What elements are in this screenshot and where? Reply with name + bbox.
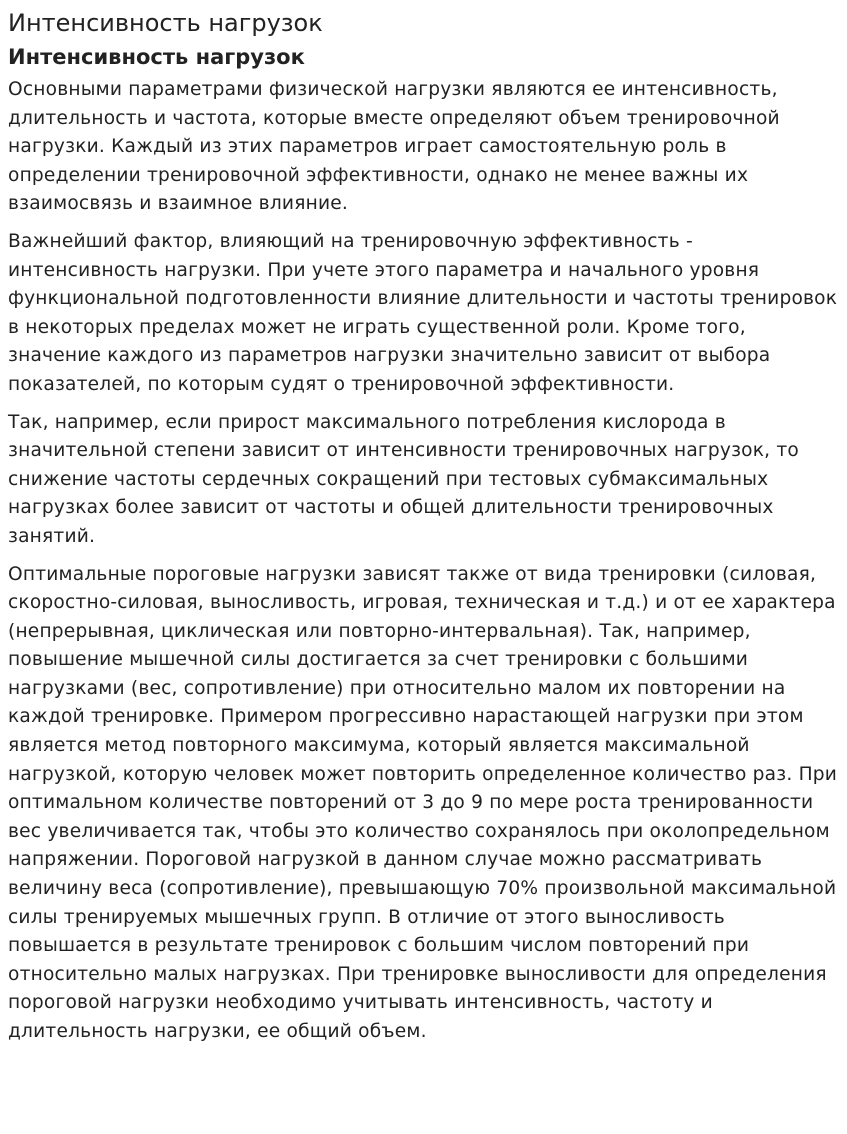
article bbox=[8, 42, 839, 1047]
paragraph-4: Оптимальные пороговые нагрузки зависят также от вида тренировки (силовая, скоростно-силовая, выносливость, игровая, техническая и т.д.) и от ее характера (непрерывная, циклическая или повторно-интервальная). Так, например, повышение мышечной силы достигается за счет тренировки с большими нагрузками (вес, сопротивление) при относительно малом их повторении на каждой тренировке. Примером прогрессивно нарастающей нагрузки при этом является метод повторного максимума, который является максимальной нагрузкой, которую человек может повторить определенное количество раз. При оптимальном количестве повторений от 3 до 9 по мере роста тренированности вес увеличивается так, чтобы это количество сохранялось при околопредельном напряжении. Пороговой нагрузкой в данном случае можно рассматривать величину веса (сопротивление), превышающую 70% произвольной максимальной силы тренируемых мышечных групп. В отличие от этого выносливость повышается в результате тренировок с большим числом повторений при относительно малых нагрузках. При тренировке выносливости для определения пороговой нагрузки необходимо учитывать интенсивность, частоту и длительность нагрузки, ее общий объем. bbox=[8, 563, 838, 1042]
paragraph-3: Так, например, если прирост максимального потребления кислорода в значительной степени зависит от интенсивности тренировочных нагрузок, то снижение частоты сердечных сокращений при тестовых субмаксимальных нагрузках более зависит от частоты и общей длительности тренировочных занятий. bbox=[8, 411, 800, 547]
paragraph-1: Основными параметрами физической нагрузки являются ее интенсивность, длительность и частота, которые вместе определяют объем тренировочной нагрузки. Каждый из этих параметров играет самостоятельную роль в определении тренировочной эффективности, однако не менее важны их взаимосвязь и взаимное влияние. bbox=[8, 79, 780, 215]
paragraph-2: Важнейший фактор, влияющий на тренировочную эффективность - интенсивность нагрузки. При учете этого параметра и начального уровня функциональной подготовленности влияние длительности и частоты тренировок в некоторых пределах может не играть существенной роли. Кроме того, значение каждого из параметров нагрузки значительно зависит от выбора показателей, по которым судят о тренировочной эффективности. bbox=[8, 230, 838, 395]
page-title: Интенсивность нагрузок bbox=[8, 9, 323, 37]
section-heading: Интенсивность нагрузок bbox=[8, 45, 305, 69]
